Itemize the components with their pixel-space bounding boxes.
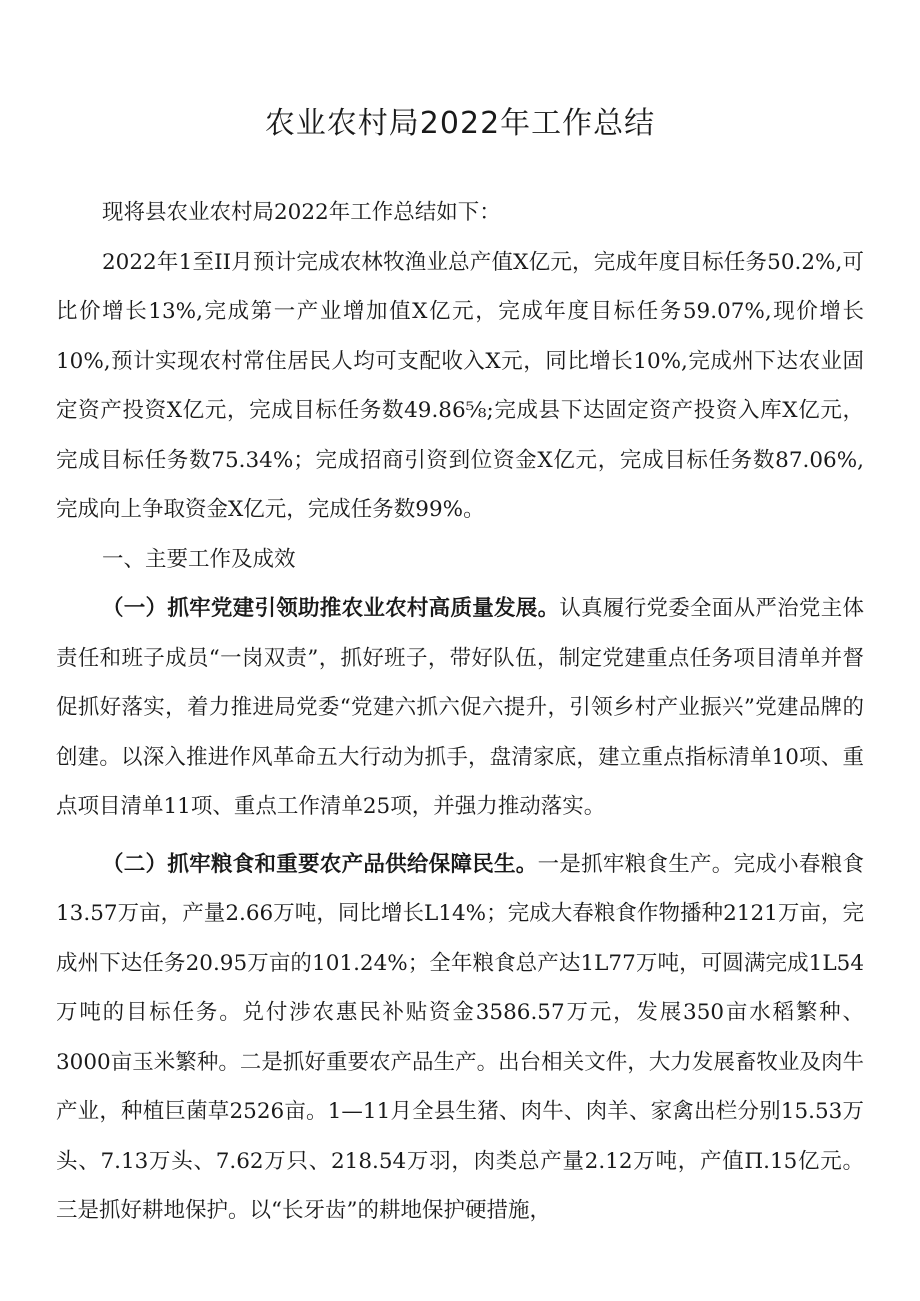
- document-title: 农业农村局2022年工作总结: [264, 106, 656, 141]
- item2-text: 一是抓牢粮食生产。完成小春粮食13.57万亩，产量2.66万吨，同比增长L14%；完成大春粮食作物播种2121万亩，完成州下达任务20.95万亩的101.24%；全年粮食总产达1L77万吨，可圆满完成1L54万吨的目标任务。兑付涉农惠民补贴资金3586.57万元，发展350亩水稻繁种、3000亩玉米繁种。二是抓好重要农产品生产。出台相关文件，大力发展畜牧业及肉牛产业，种植巨菌草2526亩。1—11月全县生猪、肉牛、肉羊、家禽出栏分别15.53万头、7.13万头、7.62万只、218.54万羽，肉类总产量2.12万吨，产值Π.15亿元。三是抓好耕地保护。以“长牙齿”的耕地保护硬措施，: [56, 851, 864, 1223]
- item1-paragraph: [56, 584, 864, 832]
- item1-text: 认真履行党委全面从严治党主体责任和班子成员“一岗双责”，抓好班子，带好队伍，制定党建重点任务项目清单并督促抓好落实，着力推进局党委“党建六抓六促六提升，引领乡村产业振兴”党建品牌的创建。以深入推进作风革命五大行动为抓手，盘清家底，建立重点指标清单10项、重点项目清单11项、重点工作清单25项，并强力推动落实。: [56, 596, 864, 819]
- item1-lead: （一）抓牢党建引领助推农业农村高质量发展。: [102, 596, 560, 621]
- intro-paragraph: 现将县农业农村局2022年工作总结如下：: [102, 200, 501, 225]
- overview-paragraph: 2022年1至II月预计完成农林牧渔业总产值X亿元，完成年度目标任务50.2%,可比价增长13%,完成第一产业增加值X亿元，完成年度目标任务59.07%,现价增长10%,预计实现农村常住居民人均可支配收入X元，同比增长10%,完成州下达农业固定资产投资X亿元，完成目标任务数49.86⅝;完成县下达固定资产投资入库X亿元，完成目标任务数75.34%；完成招商引资到位资金X亿元，完成目标任务数87.06%,完成向上争取资金X亿元，完成任务数99%。: [56, 249, 864, 522]
- section-heading: 一、主要工作及成效: [102, 546, 296, 572]
- item2-lead: （二）抓牢粮食和重要农产品供给保障民生。: [102, 851, 538, 877]
- item2-paragraph: [56, 840, 864, 1236]
- document-body: [56, 188, 864, 1236]
